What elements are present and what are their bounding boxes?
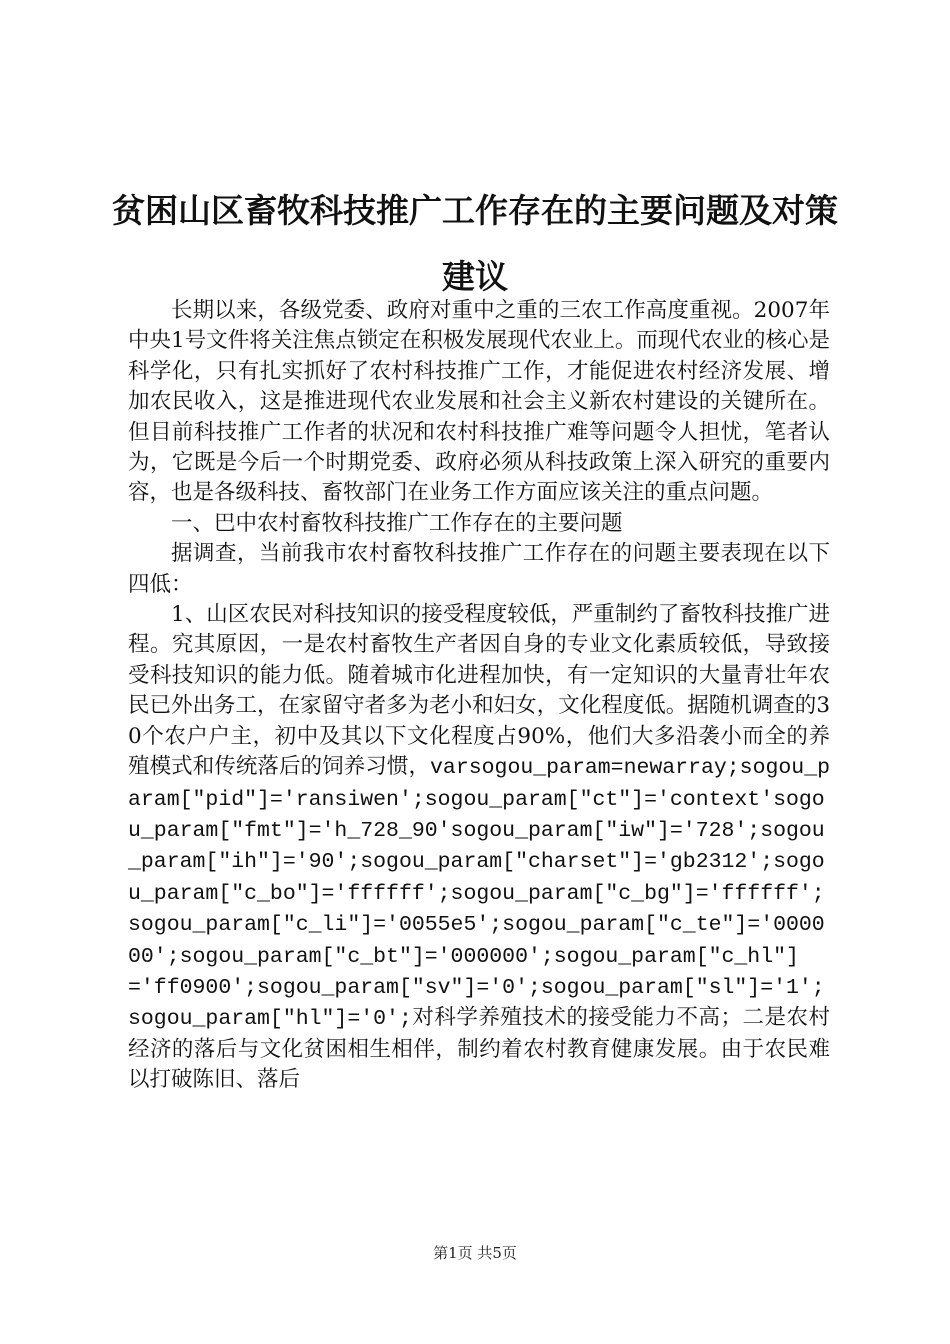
page-footer: 第1页 共5页 [433, 1244, 517, 1262]
document-title: 贫困山区畜牧科技推广工作存在的主要问题及对策建议 [112, 191, 838, 296]
point-one-paragraph [128, 600, 830, 1096]
point-one-continuation: 对科学养殖技术的接受能力不高；二是农村经济的落后与文化贫困相生相伴，制约着农村教育健康发展。由于农民难以打破陈旧、落后 [128, 1005, 830, 1093]
document-body [128, 296, 830, 1096]
section-heading: 一、巴中农村畜牧科技推广工作存在的主要问题 [171, 510, 623, 536]
intro-paragraph: 长期以来，各级党委、政府对重中之重的三农工作高度重视。2007年中央1号文件将关注焦点锁定在积极发展现代农业上。而现代农业的核心是科学化，只有扎实抓好了农村科技推广工作，才能促进农村经济发展、增加农民收入，这是推进现代农业发展和社会主义新农村建设的关键所在。但目前科技推广工作者的状况和农村科技推广难等问题令人担忧，笔者认为，它既是今后一个时期党委、政府必须从科技政策上深入研究的重要内容，也是各级科技、畜牧部门在业务工作方面应该关注的重点问题。 [128, 298, 830, 506]
survey-paragraph: 据调查，当前我市农村畜牧科技推广工作存在的问题主要表现在以下四低： [128, 541, 830, 597]
embedded-ad-code: varsogou_param=newarray;sogou_param["pid"]='ransiwen';sogou_param["ct"]='context'sogou_param["fmt"]='h_728_90'sogou_param["iw"]='728';sogou_param["ih"]='90';sogou_param["charset"]='gb2312';sogou_param["c_bo"]='ffffff';sogou_param["c_bg"]='ffffff';sogou_param["c_li"]='0055e5';sogou_param["c_te"]='000000';sogou_param["c_bt"]='000000';sogou_param["c_hl"]='ff0900';sogou_param["sv"]='0';sogou_param["sl"]='1';sogou_param["hl"]='0'; [128, 756, 830, 1032]
point-one-text: 1、山区农民对科技知识的接受程度较低，严重制约了畜牧科技推广进程。究其原因，一是农村畜牧生产者因自身的专业文化素质较低，导致接受科技知识的能力低。随着城市化进程加快，有一定知识的大量青壮年农民已外出务工，在家留守者多为老小和妇女，文化程度低。据随机调查的30个农户户主，初中及其以下文化程度占90%，他们大多沿袭小而全的养殖模式和传统落后的饲养习惯， [128, 602, 830, 780]
